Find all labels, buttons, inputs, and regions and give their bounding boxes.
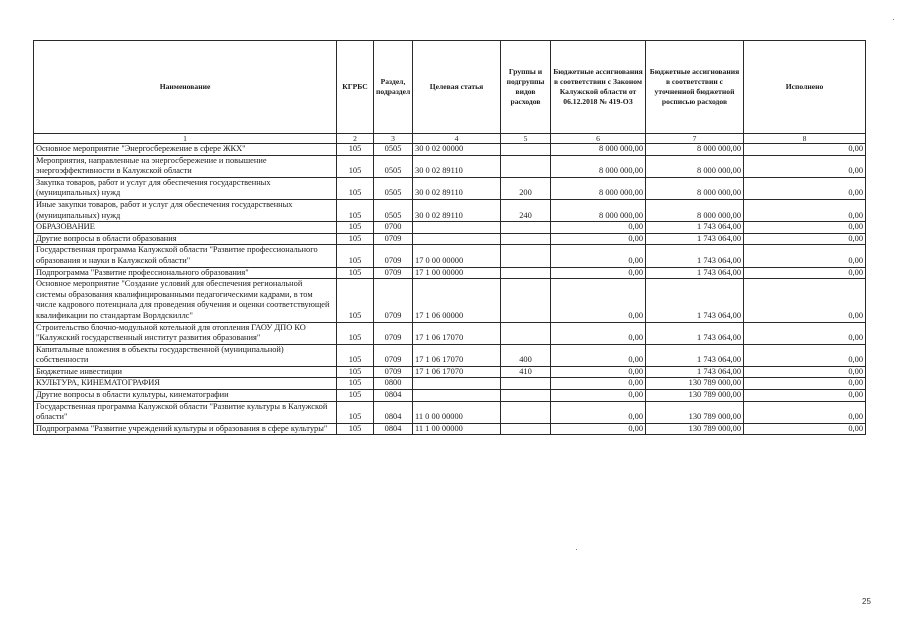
row-name-cell: Бюджетные инвестиции [34, 366, 337, 378]
row-assign-refined-cell: 8 000 000,00 [646, 144, 744, 156]
row-assign-law-cell: 0,00 [551, 233, 646, 245]
row-assign-law-cell: 8 000 000,00 [551, 155, 646, 177]
row-name-cell: Государственная программа Калужской области "Развитие культуры в Калужской области" [34, 401, 337, 423]
header-celevaya: Целевая статья [413, 41, 501, 134]
row-kgrbs-cell: 105 [337, 155, 374, 177]
row-assign-law-cell: 0,00 [551, 344, 646, 366]
row-assign-refined-cell: 130 789 000,00 [646, 423, 744, 435]
row-name-cell: Подпрограмма "Развитие учреждений культуры и образования в сфере культуры" [34, 423, 337, 435]
header-ispolneno: Исполнено [744, 41, 866, 134]
table-row [34, 233, 866, 245]
table-row [34, 390, 866, 402]
row-assign-refined-cell: 1 743 064,00 [646, 344, 744, 366]
column-number: 1 [34, 134, 337, 144]
row-kgrbs-cell: 105 [337, 423, 374, 435]
row-celevaya-cell: 17 1 06 00000 [413, 279, 501, 322]
row-razdel-cell: 0505 [374, 199, 413, 221]
row-celevaya-cell: 30 0 02 89110 [413, 199, 501, 221]
row-done-cell: 0,00 [744, 144, 866, 156]
header-assign-refined: Бюджетные ассигнования в соответствии с уточненной бюджетной росписью расходов [646, 41, 744, 134]
row-assign-law-cell: 0,00 [551, 423, 646, 435]
table-row [34, 245, 866, 267]
column-number: 5 [501, 134, 551, 144]
row-done-cell: 0,00 [744, 233, 866, 245]
row-vid-cell [501, 401, 551, 423]
row-celevaya-cell: 17 0 00 00000 [413, 245, 501, 267]
table-row [34, 177, 866, 199]
row-kgrbs-cell: 105 [337, 245, 374, 267]
row-kgrbs-cell: 105 [337, 199, 374, 221]
row-name-cell: ОБРАЗОВАНИЕ [34, 222, 337, 234]
row-done-cell: 0,00 [744, 177, 866, 199]
row-vid-cell: 240 [501, 199, 551, 221]
row-assign-law-cell: 0,00 [551, 366, 646, 378]
row-name-cell: Государственная программа Калужской области "Развитие профессионального образования и науки в Калужской области" [34, 245, 337, 267]
row-assign-refined-cell: 130 789 000,00 [646, 401, 744, 423]
row-razdel-cell: 0709 [374, 279, 413, 322]
header-assign-law: Бюджетные ассигнования в соответствии с Законом Калужской области от 06.12.2018 № 419-ОЗ [551, 41, 646, 134]
row-celevaya-cell: 11 1 00 00000 [413, 423, 501, 435]
row-name-cell: КУЛЬТУРА, КИНЕМАТОГРАФИЯ [34, 378, 337, 390]
row-razdel-cell: 0709 [374, 233, 413, 245]
row-kgrbs-cell: 105 [337, 222, 374, 234]
row-razdel-cell: 0505 [374, 155, 413, 177]
budget-table [33, 40, 866, 435]
row-assign-refined-cell: 130 789 000,00 [646, 390, 744, 402]
header-gruppy: Группы и подгруппы видов расходов [501, 41, 551, 134]
row-assign-refined-cell: 1 743 064,00 [646, 245, 744, 267]
column-number: 4 [413, 134, 501, 144]
row-razdel-cell: 0804 [374, 401, 413, 423]
row-done-cell: 0,00 [744, 245, 866, 267]
row-vid-cell: 200 [501, 177, 551, 199]
row-vid-cell [501, 155, 551, 177]
row-name-cell: Строительство блочно-модульной котельной для отопления ГАОУ ДПО КО "Калужский государственный институт развития образования" [34, 322, 337, 344]
row-name-cell: Иные закупки товаров, работ и услуг для обеспечения государственных (муниципальных) нужд [34, 199, 337, 221]
row-celevaya-cell: 17 1 06 17070 [413, 366, 501, 378]
row-kgrbs-cell: 105 [337, 233, 374, 245]
row-assign-law-cell: 0,00 [551, 322, 646, 344]
table-row [34, 401, 866, 423]
row-celevaya-cell [413, 233, 501, 245]
table-row [34, 378, 866, 390]
row-celevaya-cell: 30 0 02 89110 [413, 155, 501, 177]
row-assign-refined-cell: 1 743 064,00 [646, 267, 744, 279]
row-done-cell: 0,00 [744, 279, 866, 322]
row-assign-law-cell: 0,00 [551, 222, 646, 234]
row-kgrbs-cell: 105 [337, 401, 374, 423]
row-done-cell: 0,00 [744, 267, 866, 279]
header-name: Наименование [34, 41, 337, 134]
row-kgrbs-cell: 105 [337, 177, 374, 199]
table-row [34, 423, 866, 435]
row-name-cell: Закупка товаров, работ и услуг для обеспечения государственных (муниципальных) нужд [34, 177, 337, 199]
row-kgrbs-cell: 105 [337, 279, 374, 322]
row-done-cell: 0,00 [744, 390, 866, 402]
table-row [34, 222, 866, 234]
row-kgrbs-cell: 105 [337, 378, 374, 390]
row-assign-law-cell: 0,00 [551, 245, 646, 267]
row-celevaya-cell: 17 1 06 17070 [413, 322, 501, 344]
row-assign-law-cell: 8 000 000,00 [551, 177, 646, 199]
row-celevaya-cell [413, 222, 501, 234]
row-vid-cell [501, 233, 551, 245]
row-assign-refined-cell: 1 743 064,00 [646, 233, 744, 245]
table-row [34, 155, 866, 177]
row-razdel-cell: 0804 [374, 390, 413, 402]
row-kgrbs-cell: 105 [337, 344, 374, 366]
row-assign-refined-cell: 8 000 000,00 [646, 155, 744, 177]
row-name-cell: Другие вопросы в области образования [34, 233, 337, 245]
row-vid-cell [501, 390, 551, 402]
header-row [34, 41, 866, 134]
row-celevaya-cell: 11 0 00 00000 [413, 401, 501, 423]
row-done-cell: 0,00 [744, 322, 866, 344]
row-razdel-cell: 0804 [374, 423, 413, 435]
column-number-row [34, 134, 866, 144]
row-celevaya-cell: 17 1 06 17070 [413, 344, 501, 366]
row-done-cell: 0,00 [744, 199, 866, 221]
row-vid-cell [501, 279, 551, 322]
row-assign-law-cell: 0,00 [551, 267, 646, 279]
row-assign-refined-cell: 8 000 000,00 [646, 177, 744, 199]
row-razdel-cell: 0800 [374, 378, 413, 390]
row-name-cell: Другие вопросы в области культуры, кинематографии [34, 390, 337, 402]
row-assign-law-cell: 0,00 [551, 279, 646, 322]
row-razdel-cell: 0709 [374, 322, 413, 344]
row-kgrbs-cell: 105 [337, 366, 374, 378]
row-assign-refined-cell: 1 743 064,00 [646, 279, 744, 322]
row-vid-cell [501, 144, 551, 156]
row-done-cell: 0,00 [744, 401, 866, 423]
row-assign-refined-cell: 8 000 000,00 [646, 199, 744, 221]
row-assign-law-cell: 0,00 [551, 401, 646, 423]
column-number: 6 [551, 134, 646, 144]
row-assign-law-cell: 8 000 000,00 [551, 199, 646, 221]
row-celevaya-cell [413, 378, 501, 390]
column-number: 3 [374, 134, 413, 144]
row-done-cell: 0,00 [744, 423, 866, 435]
row-kgrbs-cell: 105 [337, 144, 374, 156]
row-vid-cell: 400 [501, 344, 551, 366]
row-assign-law-cell: 8 000 000,00 [551, 144, 646, 156]
header-razdel: Раздел, подраздел [374, 41, 413, 134]
row-assign-refined-cell: 1 743 064,00 [646, 322, 744, 344]
row-assign-refined-cell: 1 743 064,00 [646, 222, 744, 234]
row-vid-cell [501, 267, 551, 279]
scan-speck [576, 549, 577, 550]
column-number: 2 [337, 134, 374, 144]
row-assign-refined-cell: 1 743 064,00 [646, 366, 744, 378]
row-razdel-cell: 0709 [374, 344, 413, 366]
row-kgrbs-cell: 105 [337, 267, 374, 279]
row-celevaya-cell: 17 1 00 00000 [413, 267, 501, 279]
table-row [34, 279, 866, 322]
row-kgrbs-cell: 105 [337, 322, 374, 344]
row-celevaya-cell: 30 0 02 89110 [413, 177, 501, 199]
page-number: 25 [862, 597, 871, 606]
row-done-cell: 0,00 [744, 222, 866, 234]
row-vid-cell: 410 [501, 366, 551, 378]
row-done-cell: 0,00 [744, 366, 866, 378]
row-done-cell: 0,00 [744, 378, 866, 390]
row-vid-cell [501, 423, 551, 435]
row-vid-cell [501, 245, 551, 267]
column-number: 7 [646, 134, 744, 144]
row-done-cell: 0,00 [744, 344, 866, 366]
column-number: 8 [744, 134, 866, 144]
row-razdel-cell: 0709 [374, 366, 413, 378]
row-name-cell: Основное мероприятие "Создание условий для обеспечения региональной системы образования квалифицированными педагогическими кадрами, в том числе кадрового потенциала для проведения обучения и оценки соответствующей квалификации по стандартам Ворлдскиллс" [34, 279, 337, 322]
table-row [34, 144, 866, 156]
table-row [34, 366, 866, 378]
row-name-cell: Основное мероприятие "Энергосбережение в сфере ЖКХ" [34, 144, 337, 156]
row-celevaya-cell [413, 390, 501, 402]
table-row [34, 322, 866, 344]
row-kgrbs-cell: 105 [337, 390, 374, 402]
row-name-cell: Подпрограмма "Развитие профессионального образования" [34, 267, 337, 279]
scan-speck [893, 19, 894, 20]
row-assign-law-cell: 0,00 [551, 390, 646, 402]
table-row [34, 267, 866, 279]
row-celevaya-cell: 30 0 02 00000 [413, 144, 501, 156]
header-kgrbs: КГРБС [337, 41, 374, 134]
row-razdel-cell: 0700 [374, 222, 413, 234]
row-vid-cell [501, 378, 551, 390]
row-assign-law-cell: 0,00 [551, 378, 646, 390]
row-assign-refined-cell: 130 789 000,00 [646, 378, 744, 390]
row-razdel-cell: 0709 [374, 267, 413, 279]
table-row [34, 344, 866, 366]
row-name-cell: Капитальные вложения в объекты государственной (муниципальной) собственности [34, 344, 337, 366]
row-vid-cell [501, 222, 551, 234]
table-row [34, 199, 866, 221]
row-razdel-cell: 0709 [374, 245, 413, 267]
row-done-cell: 0,00 [744, 155, 866, 177]
row-name-cell: Мероприятия, направленные на энергосбережение и повышение энергоэффективности в Калужской области [34, 155, 337, 177]
row-razdel-cell: 0505 [374, 144, 413, 156]
row-razdel-cell: 0505 [374, 177, 413, 199]
row-vid-cell [501, 322, 551, 344]
